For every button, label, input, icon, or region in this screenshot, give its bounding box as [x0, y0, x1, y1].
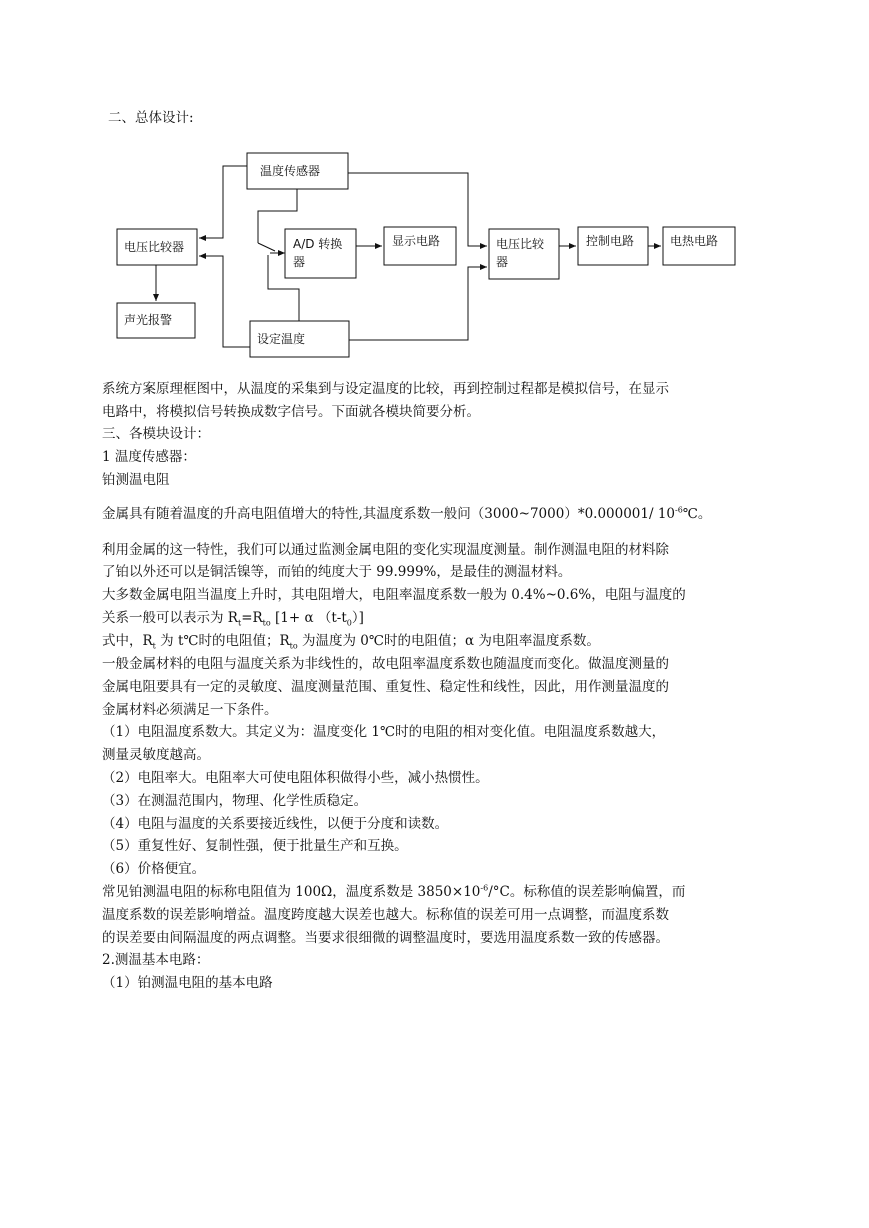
formula-rest: [1+ α （t-t [270, 610, 347, 626]
list-item: （3）在测温范围内，物理、化学性质稳定。 [102, 793, 368, 809]
subsection-title: （1）铂测温电阻的基本电路 [102, 975, 273, 991]
formula-prefix: 关系一般可以表示为 R [102, 610, 238, 626]
setpoint-label: 设定温度 [257, 332, 306, 346]
subsection-heading: 1 温度传感器： [102, 449, 196, 465]
heater-label: 电热电路 [670, 234, 719, 248]
paragraph-line: 系统方案原理框图中，从温度的采集到与设定温度的比较，再到控制过程都是模拟信号，在显示 [102, 381, 669, 397]
definition-c: 为温度为 0℃时的电阻值；α 为电阻率温度系数。 [297, 633, 600, 649]
list-item: （4）电阻与温度的关系要接近线性，以便于分度和读数。 [102, 816, 449, 832]
sensor-to-comparator-line [199, 166, 247, 238]
paragraph-line: 金属材料必须满足一下条件。 [102, 702, 278, 718]
definition-sub-t: t [152, 641, 156, 651]
comparator-right-label-1: 电压比较 [496, 237, 545, 251]
list-item-continuation: 测量灵敏度越高。 [102, 747, 210, 763]
formula-sub-t0: to [262, 618, 271, 628]
system-block-diagram [0, 0, 869, 380]
paragraph-line: 一般金属材料的电阻与温度关系为非线性的，故电阻率温度系数也随温度而变化。做温度测量的 [102, 656, 669, 672]
metal-coefficient-line [102, 504, 711, 524]
paragraph-line: 大多数金属电阻当温度上升时，其电阻增大，电阻率温度系数一般为 0.4%~0.6%，电阻与温度的 [102, 587, 686, 603]
alarm-label: 声光报警 [124, 313, 173, 327]
nominal-exponent: -6 [480, 883, 489, 893]
formula-eq: =R [241, 610, 263, 626]
paragraph-line: 温度系数的误差影响增益。温度跨度越大误差也越大。标称值的误差可用一点调整，而温度系数 [102, 907, 669, 923]
definition-b: 为 t℃时的电阻值；R [155, 633, 290, 649]
definition-a: 式中，R [102, 633, 153, 649]
metal-coefficient-text: 金属具有随着温度的升高电阻值增大的特性,其温度系数一般问（3000~7000）*0.000001/ 10 [102, 506, 675, 522]
section2-heading: 二、总体设计: [108, 110, 194, 126]
metal-coefficient-exponent: -6 [675, 505, 683, 515]
definition-sub-t0: to [289, 641, 298, 651]
definition-line [102, 631, 600, 651]
list-item: （2）电阻率大。电阻率大可使电阻体积做得小些，减小热惯性。 [102, 770, 489, 786]
setpoint-to-right-comparator-line [349, 267, 487, 340]
setpoint-to-comparator-line [199, 256, 250, 347]
nominal-b: /°C。标称值的误差影响偏置，而 [488, 884, 686, 900]
list-item: （6）价格便宜。 [102, 861, 206, 877]
comparator-left-label: 电压比较器 [124, 240, 185, 254]
formula-sub-0: 0 [346, 618, 352, 628]
sensor-label: 温度传感器 [260, 164, 321, 178]
paragraph-line: 利用金属的这一特性，我们可以通过监测金属电阻的变化实现温度测量。制作测温电阻的材料除 [102, 542, 669, 558]
comparator-right-label-2: 器 [496, 255, 509, 269]
display-label: 显示电路 [392, 234, 441, 248]
formula-line [102, 608, 364, 628]
paragraph-line: 电路中，将模拟信号转换成数字信号。下面就各模块简要分析。 [102, 404, 480, 420]
subsection-title: 铂测温电阻 [102, 472, 170, 488]
nominal-a: 常见铂测温电阻的标称电阻值为 100Ω，温度系数是 3850×10 [102, 884, 481, 900]
list-item: （1）电阻温度系数大。其定义为：温度变化 1℃时的电阻的相对变化值。电阻温度系数越大， [102, 724, 666, 740]
nominal-resistance-line [102, 882, 685, 902]
formula-sub-t: t [237, 618, 242, 628]
subsection-heading: 2.测温基本电路： [102, 952, 210, 968]
control-label: 控制电路 [586, 234, 635, 248]
ad-label-1: A/D 转换 [293, 237, 343, 251]
paragraph-line: 的误差要由间隔温度的两点调整。当要求很细微的调整温度时，要选用温度系数一致的传感器。 [102, 930, 669, 946]
paragraph-line: 了铂以外还可以是铜活镍等，而铂的纯度大于 99.999%，是最佳的测温材料。 [102, 564, 572, 580]
paragraph-line: 金属电阻要具有一定的灵敏度、温度测量范围、重复性、稳定性和线性，因此，用作测量温度的 [102, 679, 669, 695]
sensor-to-ad-line [258, 189, 297, 243]
list-item: （5）重复性好、复制性强，便于批量生产和互换。 [102, 838, 408, 854]
formula-end: ）] [351, 610, 364, 626]
metal-coefficient-unit: ℃。 [682, 506, 712, 522]
switch-blade [258, 243, 275, 251]
ad-label-2: 器 [293, 255, 306, 269]
section3-heading: 三、各模块设计： [102, 426, 210, 442]
